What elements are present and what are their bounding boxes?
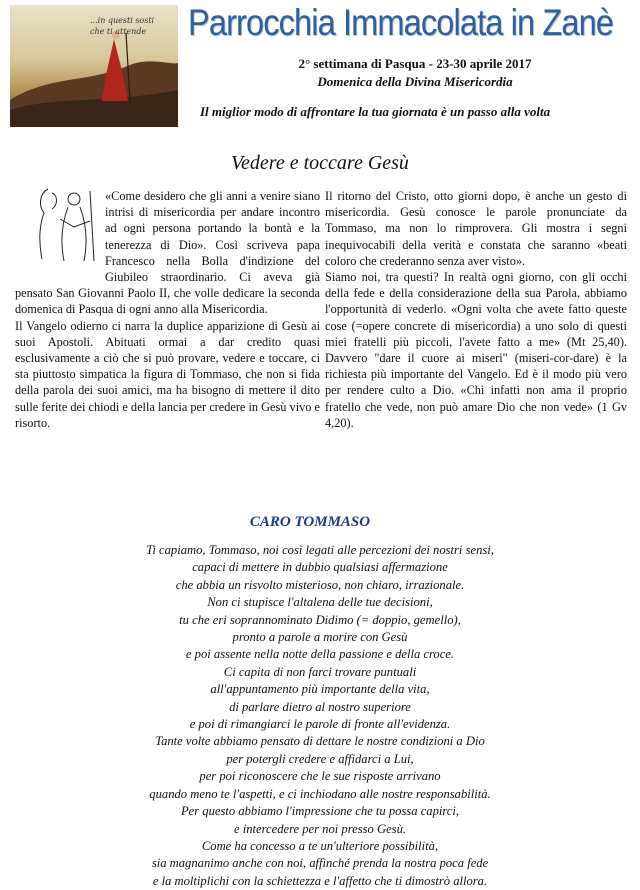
article-paragraph: Il Vangelo odierno ci narra la duplice apparizione di Gesù ai suoi Apostoli. Abituati ormai a dar credito quasi esclusivamente a ciò che si può provare, vedere e toccare, ci sta piuttosto simpatica la figura di Tommaso, che non si fida della parola dei suoi amici, ma ha bisogno di mettere il dito sulle ferite dei chiodi e della lancia per credere in Gesù vivo e risorto. <box>15 318 320 430</box>
poem-line: e poi assente nella notte della passione e della croce. <box>185 647 455 662</box>
issue-line: 2° settimana di Pasqua - 23-30 aprile 2017 <box>298 56 532 71</box>
poem-line: sia magnanimo anche con noi, affinché prenda la nostra poca fede <box>151 856 489 871</box>
parish-title: Parrocchia Immacolata in Zanè <box>188 2 614 43</box>
poem-line: che abbia un risvolto misterioso, non chiaro, irrazionale. <box>175 577 465 592</box>
poem-line: di parlare dietro al nostro superiore <box>229 699 411 714</box>
cover-caption-line2: che ti attende <box>90 27 147 36</box>
article-column-left <box>15 188 320 431</box>
sketch-float-spacer <box>15 188 105 285</box>
cover-illustration <box>10 5 178 127</box>
poem-line: Ci capita di non farci trovare puntuali <box>223 664 417 679</box>
article-paragraph: «Come desidero che gli anni a venire siano intrisi di misericordia per andare incontro ad ogni persona portando la bontà e la tenerezza di Dio». Così scriveva papa Francesco nella Bolla d'indizione del Giubileo straordinario. Ci aveva già pensato San Giovanni Paolo II, che volle dedicare la seconda domenica di Pasqua di ogni anno alla Misericordia. <box>15 189 320 317</box>
article-paragraph: Siamo noi, tra questi? In realtà ogni giorno, con gli occhi della fede e della considerazione della sua Parola, abbiamo l'opportunità di vederlo. «Ogni volta che avete fatto queste cose (=opere concrete di misericordia) a uno solo di questi miei fratelli più piccoli, l'avete fatto a me» (Mt 25,40). Davvero "dare il cuore ai miseri" (miseri-cor-dare) è la richiesta più importante del Vangelo. Ed è il modo più vero per rendere culto a Dio. «Chi infatti non ama il proprio fratello che vede, non può amare Dio che non vede» (1 Gv 4,20). <box>325 270 627 430</box>
feast-line: Domenica della Divina Misericordia <box>317 74 513 89</box>
article-paragraph: Il ritorno del Cristo, otto giorni dopo, è anche un gesto di misericordia. Gesù conosce le parole pronunciate da Tommaso, ma non lo rimprovera. Gli mostra i segni inequivocabili della verità e constata che saranno «beati coloro che crederanno senza aver visto». <box>325 189 627 268</box>
poem-title: CARO TOMMASO <box>249 514 371 530</box>
cover-caption <box>90 15 154 37</box>
poem-line: Come ha concesso a te un'ulteriore possibilità, <box>201 838 439 853</box>
cover-caption-line1: ...in questi sosti <box>90 16 155 25</box>
poem-line: quando meno te l'aspetti, e ci inchiodano alle nostre responsabilità. <box>149 786 491 801</box>
poem-line: e poi di rimangiarci le parole di fronte all'evidenza. <box>189 717 451 732</box>
poem-line: Tante volte abbiamo pensato di dettare le nostre condizioni a Dio <box>155 734 485 749</box>
masthead <box>0 0 640 135</box>
poem-line: Per questo abbiamo l'impressione che tu possa capirci, <box>180 804 460 819</box>
poem-line: Ti capiamo, Tommaso, noi così legati alle percezioni dei nostri sensi, <box>146 543 494 557</box>
poem-line: e la moltiplichi con la schiettezza e l'affetto che ti dimostrò allora. <box>152 873 488 888</box>
poem-line: tu che eri soprannominato Didimo (= doppio, gemello), <box>179 612 461 627</box>
poem-line: per potergli credere e affidarci a Lui, <box>226 751 414 766</box>
article-column-right <box>325 188 627 431</box>
poem-line: per poi riconoscere che le sue risposte arrivano <box>199 769 441 784</box>
poem-line: all'appuntamento più importante della vita, <box>210 682 430 697</box>
article-title: Vedere e toccare Gesù <box>231 152 409 174</box>
motto: Il miglior modo di affrontare la tua giornata è un passo alla volta <box>200 104 551 119</box>
poem <box>30 542 610 890</box>
poem-line: e intercedere per noi presso Gesù. <box>233 821 407 836</box>
poem-line: capaci di mettere in dubbio qualsiasi affermazione <box>192 560 448 575</box>
poem-line: Non ci stupisce l'altalena delle tue decisioni, <box>207 595 433 610</box>
poem-line: pronto a parole a morire con Gesù <box>232 630 408 645</box>
